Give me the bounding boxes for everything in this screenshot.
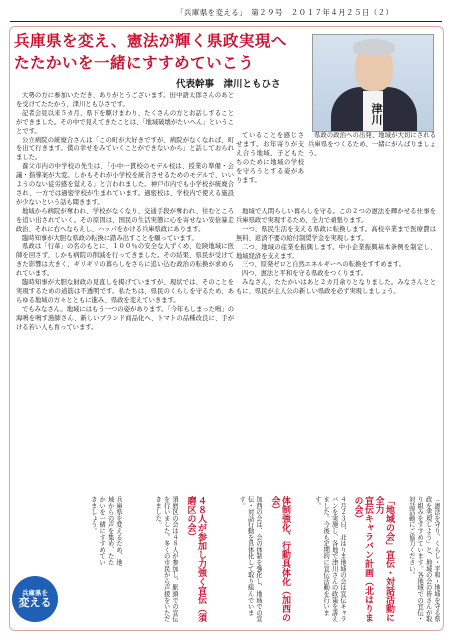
- body-paragraph: みなさん、たたかいはあと２カ月余りとなりました。みなさんとともに、県民が主人公の新しい県政を必ず実現しましょう。: [236, 279, 436, 296]
- body-paragraph: 大勢の方に参加いただき、ありがとうございます。田中語太郎さんのあとを受けてたたかう、津川ともひさです。: [16, 92, 234, 108]
- headline-line-2: たたかいを一緒にすすめていこう: [14, 54, 255, 72]
- headline-line-1: 兵庫県を変え、憲法が輝く県政実現へ: [14, 32, 287, 50]
- body-paragraph: 一つ、県民生活を支える県政に転換します。高校卒業まで医療費は無料、返済不要の給付制奨学金を実現します。: [236, 225, 436, 242]
- report-text: 須磨区の会は４８人が参加し、駅頭での宣伝を行いました。多くの市民から声援をいただきました。: [154, 496, 178, 622]
- headline: [14, 30, 314, 74]
- body-column-right-upper: [308, 132, 436, 212]
- body-paragraph: 臨時知事が大胆な財政の見直しを掲げていますが、現状では、そのことを実現するための道筋は不透明です。私たちは、県民のくらしを守るため、あらゆる地域の方々とともに進み、県政を変えていきます。: [16, 279, 234, 304]
- report-kasai-column: [210, 496, 262, 624]
- body-column-left: [16, 92, 234, 492]
- body-paragraph: ていることを感じさせます。お年寄りが支え合う地域、子どもたちのために地域の学校を守ろうとする姿があります。: [236, 132, 304, 184]
- candidate-photo: [312, 34, 434, 132]
- report-text: 兵庫県を変えるため、地域からの声を集め、たたかいを一緒にすすめていきましょう。: [89, 496, 122, 566]
- report-kitaharima-column: [294, 496, 346, 624]
- issue-header-text: 「兵庫県を変える」 第２９号 ２０１７年４月２５日（２）: [176, 8, 394, 17]
- body-paragraph: 二つ、地域の産業を振興します。中小企業振興基本条例を制定し、地域経済を支えます。: [236, 243, 436, 260]
- body-paragraph: 四つ、憲法と平和を守る県政をつくります。: [242, 270, 368, 278]
- report-heading-kasai: [266, 496, 290, 624]
- body-column-mid: [236, 132, 304, 212]
- author-byline: 代表幹事 津川ともひさ: [176, 79, 281, 90]
- report-closing-column: [70, 496, 122, 568]
- report-heading-kitaharima: [350, 496, 394, 624]
- body-paragraph: 県政の政治への出発、地域が大切にされる兵庫県をつくるため、一緒にがんばりましょう。: [308, 132, 436, 157]
- report-text: 「憲法を守り、くらし・平和・地域を守る県政を実現しよう」と、地域の会の皆さんが取り組みをすすめています。各地域での宣伝・対話活動にご協力ください。: [407, 496, 440, 622]
- body-paragraph: 地域で人間らしい暮らしを守る。この２つの憲法を輝かせる仕事を兵庫県政で実現するため、全力で頑張ります。: [236, 208, 436, 224]
- report-heading-suma: [182, 496, 206, 624]
- logo-line-1: 兵庫県を: [22, 589, 48, 597]
- photo-hair: [353, 39, 395, 55]
- report-text: ４月２３日、北はりま地域の会は宣伝キャラバンを実施し、各地で津川さんの政策を訴えました。今後も定期的に宣伝活動を行います。: [313, 496, 346, 622]
- report-heading-line: 体制強化、行動具体化（加西の会）: [269, 496, 290, 622]
- body-paragraph: 養父市内の中学校の先生は、「小中一貫校のモデル校は、授業の準備・会議・指導案が大変。しかもそれが小学校を統合させるためのモデルで、いいようのない徒労感を覚える」と言われました。神戸市内でも小学校が統廃合され、一方では過密学校が生まれています。過密校は、学校内で使える施設が少ないという話も聞きます。: [16, 163, 234, 206]
- report-heading-line: 「地域の会」宣伝・対話活動に全力: [373, 496, 394, 622]
- body-paragraph: 地域から病院が奪われ、学校がなくなり、交通手段が奪われ、住むところを追い出されていく。その原因は、国民の生活実態に心を寄せない安倍暴走政治、それに右へならえし、ハッパをかける兵庫県政にあります。: [16, 207, 234, 233]
- campaign-logo: [12, 576, 58, 622]
- page-header: [0, 6, 452, 20]
- logo-line-2: 変える: [18, 596, 52, 609]
- body-paragraph: 三つ、原発ゼロと自然エネルギーへの転換をすすめます。: [242, 261, 406, 269]
- report-heading-line: 宣伝キャラバン計画（北はりまの会）: [352, 496, 373, 622]
- report-heading-line: ４８人が参加し力強く宣伝（須磨区の会）: [185, 496, 206, 622]
- body-paragraph: 県政は「行革」の名のもとに、１００％の安全な人ずくめ、危険地域に医師を回さず、しかも病院の削減を行ってきました。その結果、県民が受けてきた影響は大きく、ギリギリの暮らしをさらに追い込む政治の転換が求められています。: [16, 243, 234, 278]
- body-paragraph: でもみなさん。地域にはもう一つの姿があります。「今年もしまった鳴」の海鳴を鳴す漁師さん、新しいブランド商品化へ、トマトの品種改良に、手がける若い人も育っています。: [16, 305, 234, 331]
- report-text: 加西の会は、会の体制を強化し、地域での宣伝・対話行動を具体化して取り組んでいます。: [238, 496, 262, 622]
- body-column-right: [236, 208, 436, 492]
- body-paragraph: 記者会見以来５カ月、県下を駆けまわり、たくさんの方とお話しすることができました。その中で見えてきたことは、「地域破壊がたいへん」ということです。: [16, 109, 234, 135]
- report-suma-column: [126, 496, 178, 624]
- body-paragraph: 臨時知事が大胆な県政の転換に踏み出すことを願っています。: [22, 234, 198, 242]
- regional-reports-section: [12, 496, 440, 624]
- report-intro-column: [400, 496, 440, 624]
- body-paragraph: 公立病院の統廃合さんは「この町が大好きですが、病院がなくなれば、町を出て行きます。僕の幸せをみていくことができないから」と話しておられました。: [16, 136, 234, 162]
- photo-sash: 津川: [363, 91, 383, 132]
- header-rule: [10, 21, 442, 22]
